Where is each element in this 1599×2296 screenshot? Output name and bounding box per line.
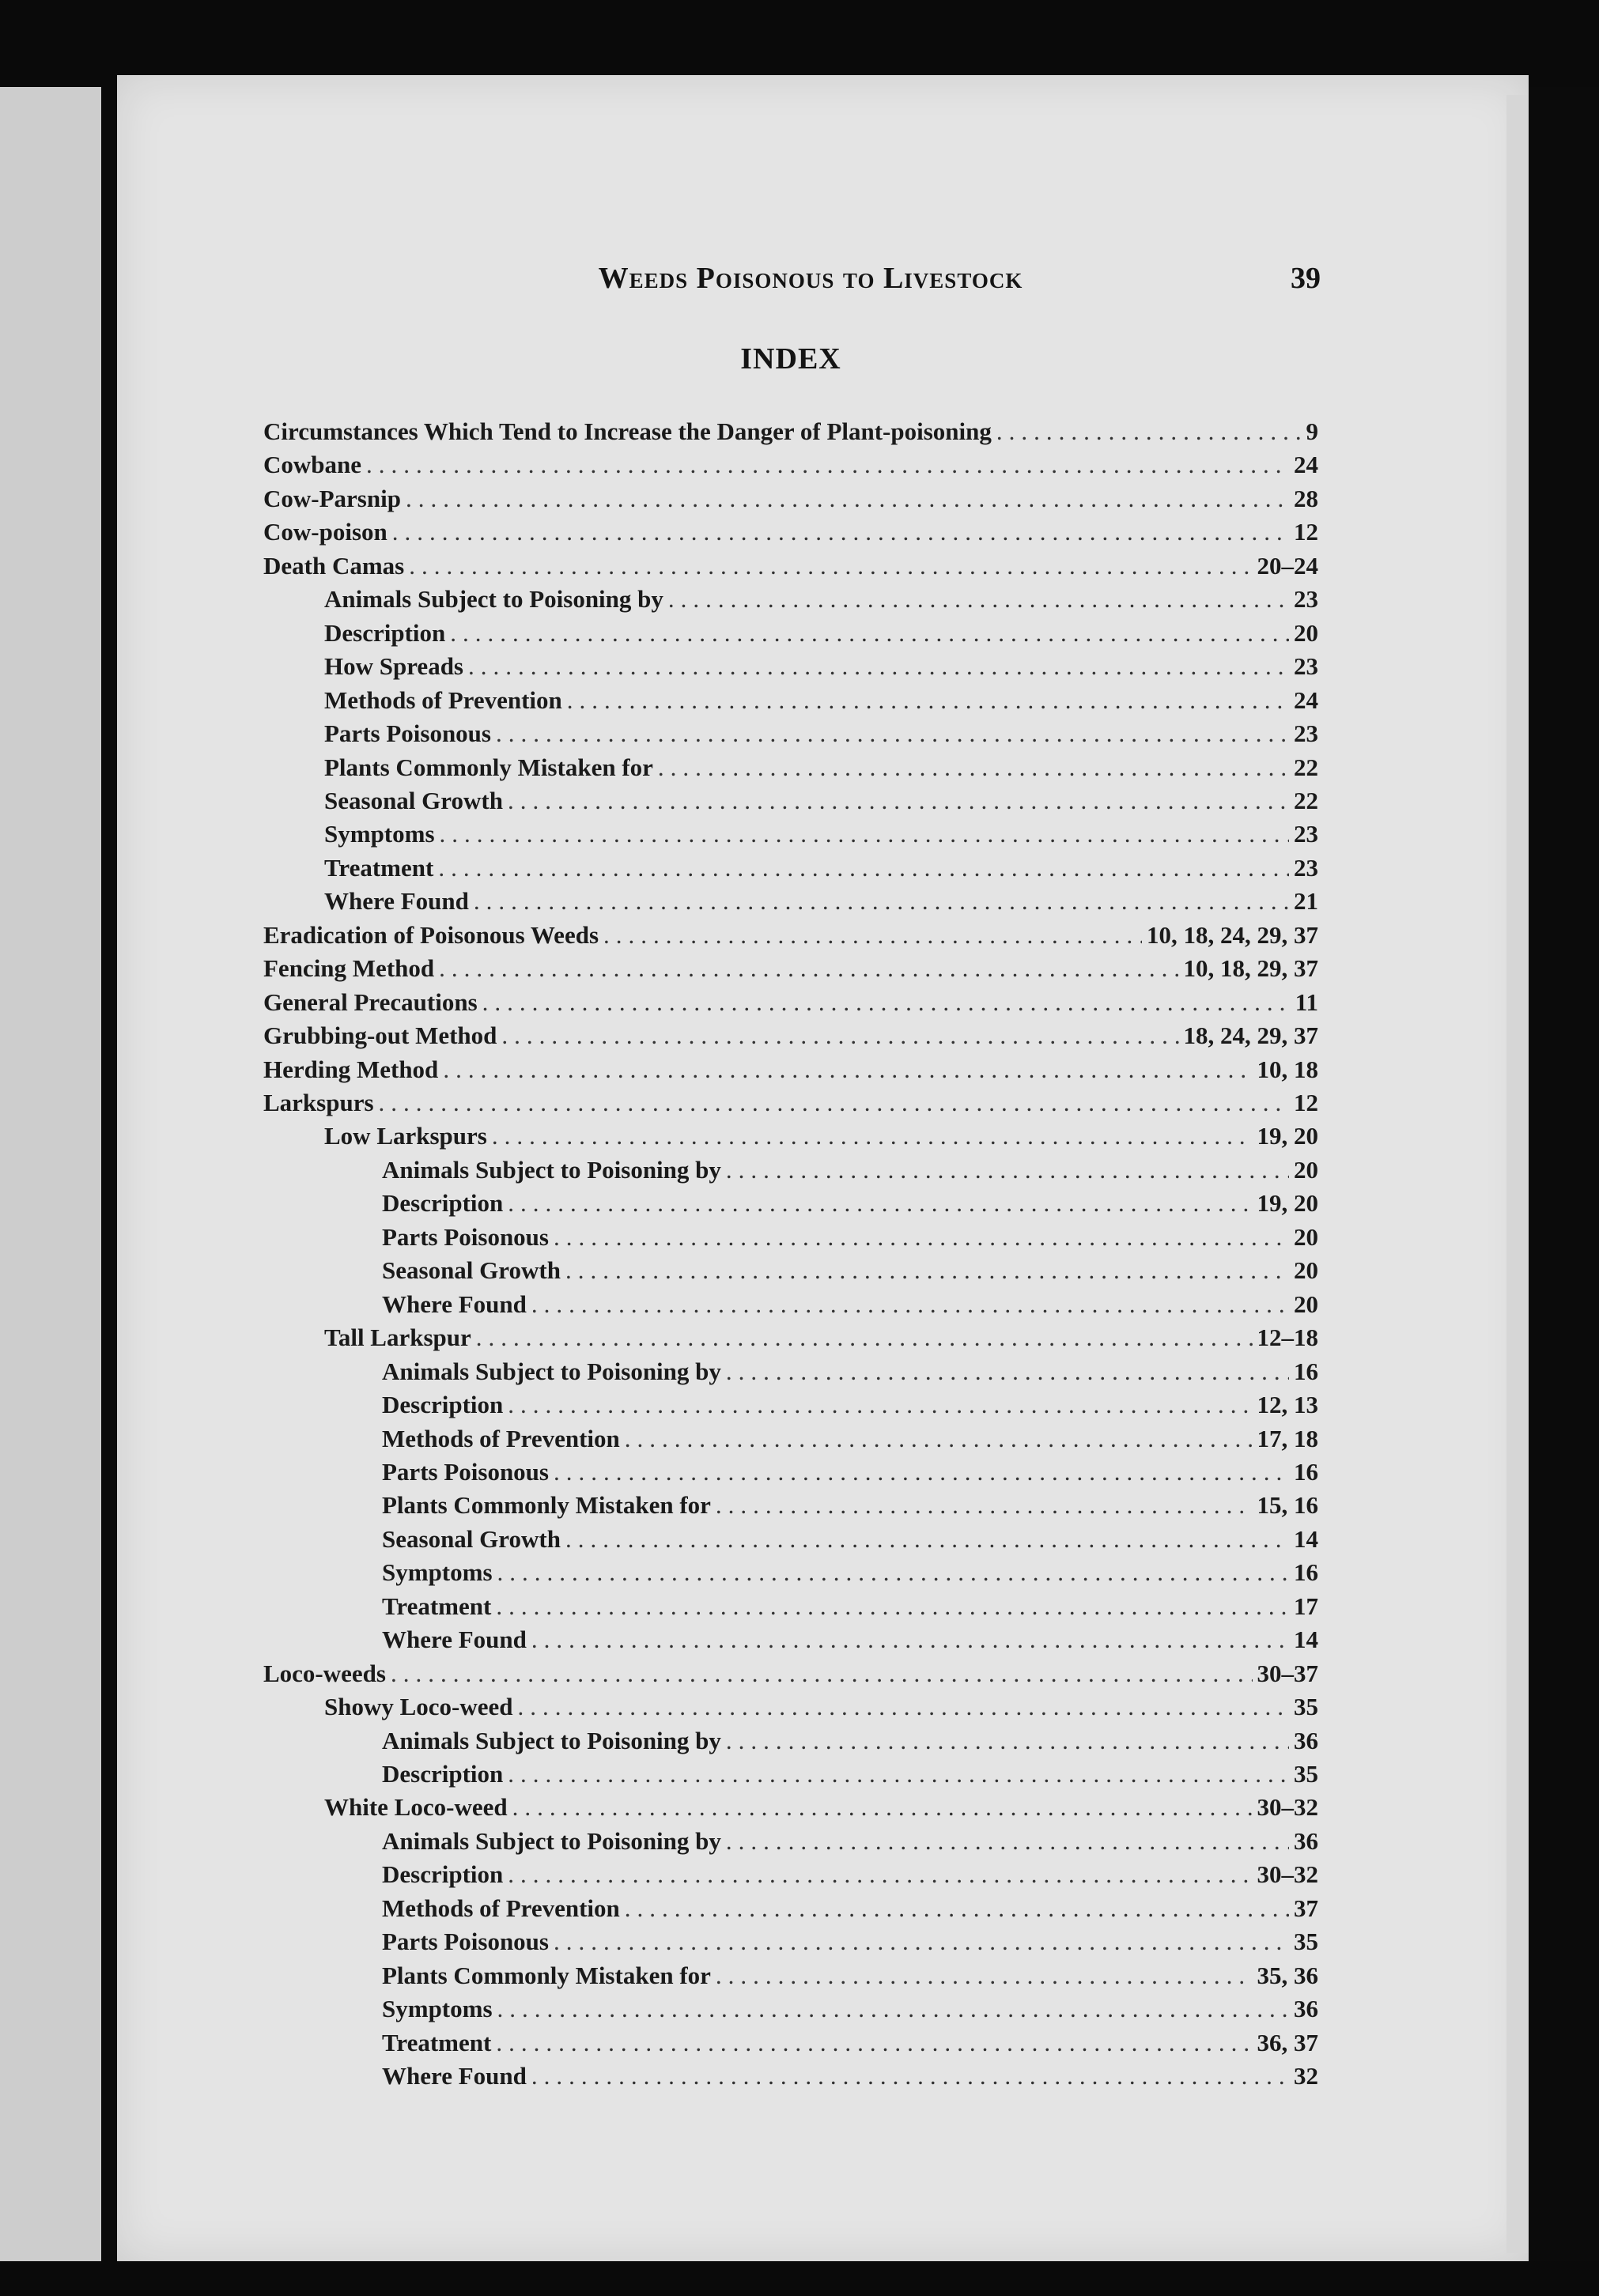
- index-page-refs: 20: [1294, 618, 1318, 647]
- index-term: Death Camas: [263, 551, 405, 580]
- index-term: Parts Poisonous: [382, 1457, 549, 1486]
- index-term: Methods of Prevention: [324, 685, 562, 714]
- index-entry: [382, 1592, 1318, 1626]
- index-entry: [382, 1626, 1318, 1659]
- index-term: Description: [382, 1391, 504, 1419]
- index-term: Parts Poisonous: [382, 1222, 549, 1251]
- index-page-refs: 28: [1294, 484, 1318, 512]
- index-page-refs: 20–24: [1257, 551, 1318, 580]
- index-page-refs: 30–37: [1257, 1659, 1318, 1687]
- index-page-refs: 20: [1294, 1155, 1318, 1184]
- index-entry: [324, 1324, 1318, 1357]
- index-entry: [382, 1558, 1318, 1592]
- index-page-refs: 17, 18: [1257, 1424, 1318, 1452]
- index-entry: [324, 619, 1318, 652]
- index-entry: [382, 1962, 1318, 1995]
- index-entry: [263, 518, 1318, 551]
- dot-leader: [406, 485, 1289, 513]
- index-page-refs: 36, 37: [1257, 2028, 1318, 2056]
- index-page-refs: 10, 18: [1257, 1055, 1318, 1083]
- index-page-refs: 23: [1294, 820, 1318, 848]
- index-term: Treatment: [324, 853, 434, 882]
- index-term: Low Larkspurs: [324, 1122, 487, 1150]
- index-term: Plants Commonly Mistaken for: [382, 1491, 711, 1520]
- dot-leader: [512, 1793, 1253, 1822]
- dot-leader: [508, 1391, 1252, 1419]
- index-page-refs: 10, 18, 24, 29, 37: [1147, 920, 1318, 949]
- index-page-refs: 32: [1294, 2062, 1318, 2090]
- index-term: Cow-poison: [263, 518, 387, 546]
- dot-leader: [438, 854, 1289, 882]
- index-page-refs: 22: [1294, 753, 1318, 781]
- index-page-refs: 18, 24, 29, 37: [1183, 1021, 1318, 1050]
- index-page-refs: 19, 20: [1257, 1122, 1318, 1150]
- index-page-refs: 10, 18, 29, 37: [1183, 954, 1318, 983]
- index-entry: [382, 1760, 1318, 1793]
- index-entry: [263, 954, 1318, 988]
- index-term: General Precautions: [263, 988, 478, 1016]
- index-term: Where Found: [382, 2062, 527, 2090]
- dot-leader: [439, 954, 1178, 983]
- index-entry: [382, 1425, 1318, 1458]
- index-entry: [382, 1894, 1318, 1928]
- index-entry: [324, 787, 1318, 820]
- dot-leader: [658, 753, 1289, 782]
- index-entry: [263, 1021, 1318, 1055]
- dot-leader: [603, 921, 1142, 950]
- index-page-refs: 12: [1294, 1089, 1318, 1116]
- dot-leader: [554, 1223, 1289, 1252]
- index-entry: [382, 1189, 1318, 1222]
- index-term: Description: [324, 618, 446, 647]
- dot-leader: [392, 518, 1289, 546]
- index-term: Description: [382, 1860, 504, 1889]
- index-entry: [263, 921, 1318, 954]
- dot-leader: [482, 988, 1291, 1017]
- dot-leader: [726, 1156, 1289, 1184]
- index-page-refs: 23: [1294, 585, 1318, 614]
- dot-leader: [518, 1693, 1289, 1721]
- index-page-refs: 35, 36: [1257, 1961, 1318, 1989]
- index-page-refs: 14: [1294, 1626, 1318, 1654]
- dot-leader: [497, 1995, 1289, 2023]
- index-page-refs: 23: [1294, 853, 1318, 882]
- index-term: Description: [382, 1189, 504, 1218]
- index-entry: [382, 1358, 1318, 1391]
- index-entry: [263, 1089, 1318, 1122]
- index-term: Eradication of Poisonous Weeds: [263, 920, 599, 949]
- index-term: Animals Subject to Poisoning by: [382, 1155, 721, 1184]
- index-term: Animals Subject to Poisoning by: [324, 585, 663, 614]
- index-page-refs: 11: [1295, 988, 1318, 1016]
- dot-leader: [468, 652, 1289, 681]
- dot-leader: [496, 719, 1289, 748]
- index-term: Herding Method: [263, 1055, 439, 1083]
- index-entry: [324, 1693, 1318, 1726]
- dot-leader: [497, 1558, 1289, 1587]
- index-page-refs: 17: [1294, 1592, 1318, 1620]
- index-term: Seasonal Growth: [382, 1524, 561, 1553]
- index-entry: [382, 1860, 1318, 1894]
- index-term: Parts Poisonous: [324, 719, 491, 748]
- index-entry: [324, 585, 1318, 618]
- index-entry: [382, 1525, 1318, 1558]
- index-page-refs: 9: [1306, 417, 1318, 445]
- index-entry: [324, 1793, 1318, 1826]
- index-page-refs: 14: [1294, 1524, 1318, 1553]
- index-term: Treatment: [382, 1592, 492, 1620]
- index-page-refs: 16: [1294, 1357, 1318, 1385]
- index-page-refs: 20: [1294, 1290, 1318, 1318]
- dot-leader: [379, 1089, 1289, 1117]
- index-entry: [324, 719, 1318, 753]
- index-heading: INDEX: [740, 342, 841, 376]
- dot-leader: [409, 552, 1252, 580]
- dot-leader: [508, 1860, 1252, 1889]
- index-term: Animals Subject to Poisoning by: [382, 1726, 721, 1754]
- dot-leader: [625, 1425, 1253, 1453]
- dot-leader: [716, 1962, 1253, 1990]
- index-page-refs: 35: [1294, 1693, 1318, 1721]
- index-entry: [263, 1055, 1318, 1089]
- index-term: Animals Subject to Poisoning by: [382, 1357, 721, 1385]
- index-term: Seasonal Growth: [382, 1256, 561, 1285]
- index-term: Circumstances Which Tend to Increase the Danger of Plant-poisoning: [263, 417, 992, 445]
- index-term: Larkspurs: [263, 1089, 374, 1116]
- index-page-refs: 19, 20: [1257, 1189, 1318, 1218]
- dot-leader: [508, 1760, 1289, 1788]
- index-page-refs: 12, 13: [1257, 1391, 1318, 1419]
- index-entry: [263, 417, 1318, 451]
- dot-leader: [501, 1021, 1178, 1050]
- index-term: Symptoms: [382, 1995, 493, 2023]
- index-entry: [382, 2029, 1318, 2062]
- page-number: 39: [1291, 262, 1321, 295]
- dot-leader: [726, 1727, 1289, 1755]
- dot-leader: [440, 820, 1289, 848]
- index-term: Seasonal Growth: [324, 786, 503, 814]
- index-page-refs: 35: [1294, 1760, 1318, 1788]
- index-entry: [382, 2062, 1318, 2095]
- dot-leader: [554, 1458, 1289, 1486]
- index-page-refs: 21: [1294, 887, 1318, 916]
- index-entry: [263, 485, 1318, 518]
- index-term: How Spreads: [324, 652, 463, 681]
- index-entry: [324, 820, 1318, 853]
- index-page-refs: 22: [1294, 786, 1318, 814]
- index-page-refs: 30–32: [1257, 1793, 1318, 1822]
- index-page-refs: 12: [1294, 518, 1318, 546]
- dot-leader: [565, 1256, 1289, 1285]
- index-entry: [324, 887, 1318, 920]
- index-term: Showy Loco-weed: [324, 1693, 513, 1721]
- dot-leader: [474, 887, 1289, 916]
- index-term: Fencing Method: [263, 954, 435, 983]
- index-entry: [382, 1223, 1318, 1256]
- index-entry: [263, 1660, 1318, 1693]
- index-entry: [382, 1827, 1318, 1860]
- index-entry: [382, 1256, 1318, 1290]
- index-term: Plants Commonly Mistaken for: [382, 1961, 711, 1989]
- index-term: Grubbing-out Method: [263, 1021, 497, 1050]
- dot-leader: [476, 1324, 1253, 1352]
- dot-leader: [565, 1525, 1289, 1554]
- index-entry: [382, 1727, 1318, 1760]
- index-term: Cow-Parsnip: [263, 484, 401, 512]
- dot-leader: [508, 1189, 1252, 1218]
- index-term: Where Found: [382, 1626, 527, 1654]
- index-page-refs: 15, 16: [1257, 1491, 1318, 1520]
- index-term: Tall Larkspur: [324, 1324, 471, 1352]
- dot-leader: [443, 1055, 1252, 1084]
- index-term: Symptoms: [382, 1558, 493, 1587]
- index-term: Where Found: [382, 1290, 527, 1318]
- dot-leader: [531, 1626, 1289, 1654]
- dot-leader: [531, 1290, 1289, 1319]
- index-entry: [324, 652, 1318, 685]
- index-entry: [382, 1928, 1318, 1961]
- dot-leader: [508, 787, 1289, 815]
- index-entry: [263, 988, 1318, 1021]
- index-term: Plants Commonly Mistaken for: [324, 753, 653, 781]
- index-entry: [324, 1122, 1318, 1155]
- dot-leader: [996, 417, 1302, 446]
- index-page-refs: 12–18: [1257, 1324, 1318, 1352]
- dot-leader: [625, 1894, 1289, 1923]
- dot-leader: [496, 2029, 1252, 2057]
- dot-leader: [531, 2062, 1289, 2090]
- index-entry: [324, 854, 1318, 887]
- index-term: Description: [382, 1760, 504, 1788]
- index-term: Symptoms: [324, 820, 435, 848]
- index-term: Methods of Prevention: [382, 1894, 620, 1922]
- index-page-refs: 23: [1294, 652, 1318, 681]
- index-entry: [382, 1491, 1318, 1524]
- dot-leader: [554, 1928, 1289, 1956]
- index-term: White Loco-weed: [324, 1793, 508, 1822]
- index-page-refs: 16: [1294, 1558, 1318, 1587]
- index-entry: [324, 753, 1318, 787]
- index-page-refs: 30–32: [1257, 1860, 1318, 1889]
- index-term: Parts Poisonous: [382, 1928, 549, 1956]
- index-page-refs: 36: [1294, 1995, 1318, 2023]
- index-entry: [382, 1995, 1318, 2028]
- index-term: Where Found: [324, 887, 469, 916]
- index-term: Cowbane: [263, 451, 362, 479]
- dot-leader: [496, 1592, 1289, 1621]
- index-entry: [324, 686, 1318, 719]
- index-page-refs: 36: [1294, 1826, 1318, 1855]
- dot-leader: [366, 451, 1289, 479]
- dot-leader: [450, 619, 1289, 648]
- index-page-refs: 24: [1294, 451, 1318, 479]
- dot-leader: [567, 686, 1289, 715]
- index-term: Treatment: [382, 2028, 492, 2056]
- dot-leader: [726, 1827, 1289, 1856]
- index-page-refs: 20: [1294, 1222, 1318, 1251]
- index-page-refs: 20: [1294, 1256, 1318, 1285]
- running-title: Weeds Poisonous to Livestock: [598, 262, 1023, 295]
- index-entry: [263, 552, 1318, 585]
- index-page-refs: 36: [1294, 1726, 1318, 1754]
- index-page-refs: 24: [1294, 685, 1318, 714]
- dot-leader: [492, 1122, 1253, 1150]
- dot-leader: [716, 1491, 1253, 1520]
- index-entry: [263, 451, 1318, 484]
- dot-leader: [391, 1660, 1253, 1688]
- index-entry: [382, 1458, 1318, 1491]
- index-term: Animals Subject to Poisoning by: [382, 1826, 721, 1855]
- dot-leader: [726, 1358, 1289, 1386]
- index-entry: [382, 1156, 1318, 1189]
- index-entry: [382, 1290, 1318, 1324]
- index-page-refs: 37: [1294, 1894, 1318, 1922]
- index-term: Loco-weeds: [263, 1659, 386, 1687]
- dot-leader: [668, 585, 1289, 614]
- index-page-refs: 16: [1294, 1457, 1318, 1486]
- index-term: Methods of Prevention: [382, 1424, 620, 1452]
- index-entry: [382, 1391, 1318, 1424]
- index-page-refs: 23: [1294, 719, 1318, 748]
- index-page-refs: 35: [1294, 1928, 1318, 1956]
